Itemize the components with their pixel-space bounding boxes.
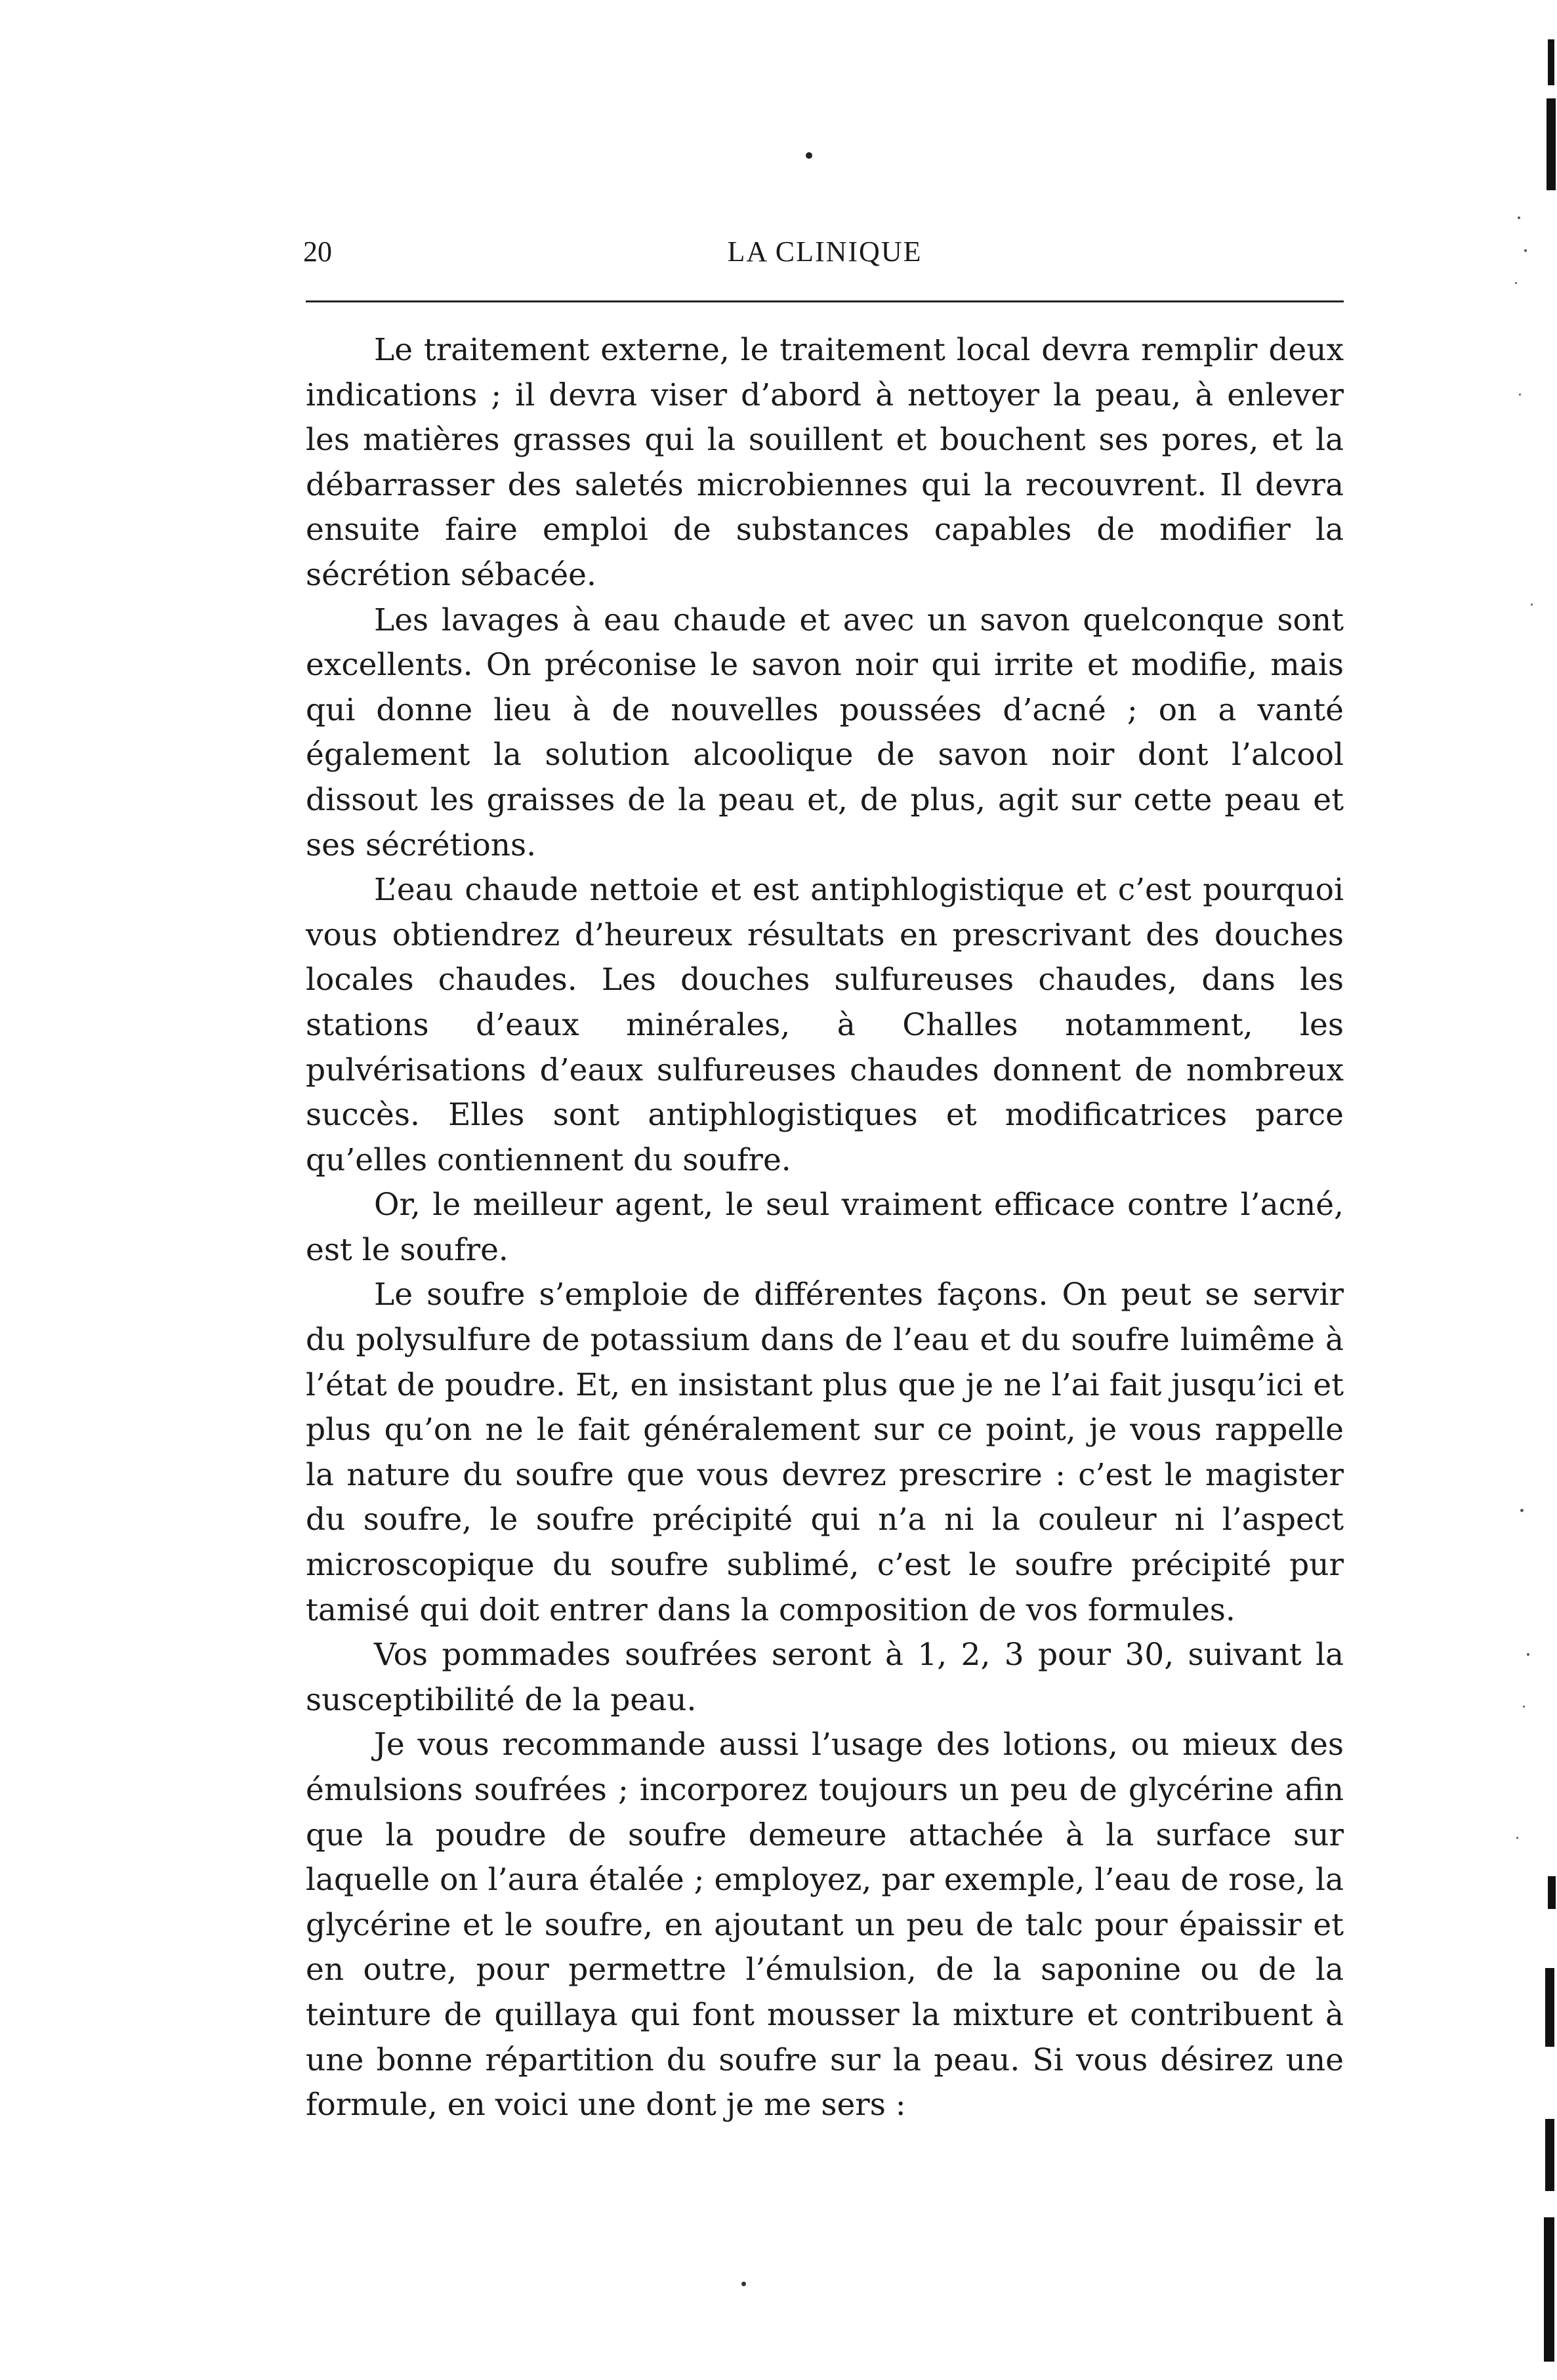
scan-speck	[1524, 249, 1527, 252]
scan-speck	[1531, 604, 1533, 605]
header-rule	[306, 300, 1344, 302]
paragraph: Or, le meilleur agent, le seul vraiment efficace contre l’acné, est le soufre.	[306, 1187, 1344, 1268]
ink-speck	[741, 2282, 746, 2286]
page-header	[303, 235, 1346, 281]
scan-edge-mark	[1547, 98, 1556, 190]
paragraph: Les lavages à eau chaude et avec un savon quelconque sont excellents. On préconise le savon noir qui irrite et modifie, mais qui donne lieu à de nouvelles poussées d’acné ; on a vanté également la solution alcoolique de savon noir dont l’alcool dissout les graisses de la peau et, de plus, agit sur cette peau et ses sécrétions.	[306, 602, 1344, 863]
scan-edge-shadow	[1511, 0, 1557, 2380]
scan-speck	[1523, 1706, 1525, 1708]
paragraph: L’eau chaude nettoie et est antiphlogistique et c’est pourquoi vous obtiendrez d’heureux résultats en prescrivant des douches locales chaudes. Les douches sulfureuses chaudes, dans les stations d’eaux minérales, à Challes notamment, les pulvérisations d’eaux sulfureuses chaudes donnent de nombreux succès. Elles sont antiphlogistiques et modificatrices parce qu’elles contiennent du soufre.	[306, 872, 1344, 1178]
scan-edge-mark	[1545, 1968, 1554, 2047]
scan-speck	[1519, 394, 1521, 396]
scan-edge-mark	[1545, 2119, 1554, 2191]
running-title: LA CLINIQUE	[727, 236, 923, 268]
scan-speck	[1518, 216, 1520, 219]
scan-edge-mark	[1544, 2217, 1554, 2362]
page-number: 20	[303, 236, 332, 268]
paragraph: Le soufre s’emploie de différentes façons. On peut se servir du polysulfure de potassium dans de l’eau et du soufre luimême à l’état de poudre. Et, en insistant plus que je ne l’ai fait jusqu’ici et plus qu’on ne le fait généralement sur ce point, je vous rappelle la nature du soufre que vous devrez prescrire : c’est le magister du soufre, le soufre précipité qui n’a ni la couleur ni l’aspect microscopique du soufre sublimé, c’est le soufre précipité pur tamisé qui doit entrer dans la composition de vos formules.	[306, 1277, 1344, 1628]
scan-speck	[1515, 282, 1517, 284]
paragraph: Le traitement externe, le traitement local devra remplir deux indications ; il devra viser d’abord à nettoyer la peau, à enlever les matières grasses qui la souillent et bouchent ses pores, et la débarrasser des saletés microbiennes qui la recouvrent. Il devra ensuite faire emploi de substances capables de modifier la sécrétion sébacée.	[306, 332, 1344, 593]
body-text	[306, 328, 1344, 2128]
paragraph: Je vous recommande aussi l’usage des lotions, ou mieux des émulsions soufrées ; incorporez toujours un peu de glycérine afin que la poudre de soufre demeure attachée à la surface sur laquelle on l’aura étalée ; employez, par exemple, l’eau de rose, la glycérine et le soufre, en ajoutant un peu de talc pour épaissir et en outre, pour permettre l’émulsion, de la saponine ou de la teinture de quillaya qui font mousser la mixture et contribuent à une bonne répartition du soufre sur la peau. Si vous désirez une formule, en voici une dont je me sers :	[306, 1727, 1344, 2124]
scan-edge-mark	[1548, 1876, 1556, 1909]
scan-speck	[1516, 1837, 1518, 1839]
ink-speck	[806, 152, 812, 159]
paragraph: Vos pommades soufrées seront à 1, 2, 3 pour 30, suivant la susceptibilité de la peau.	[306, 1637, 1344, 1718]
scan-speck	[1527, 1653, 1529, 1656]
scan-speck	[1520, 1509, 1524, 1512]
scan-edge-mark	[1548, 39, 1554, 85]
